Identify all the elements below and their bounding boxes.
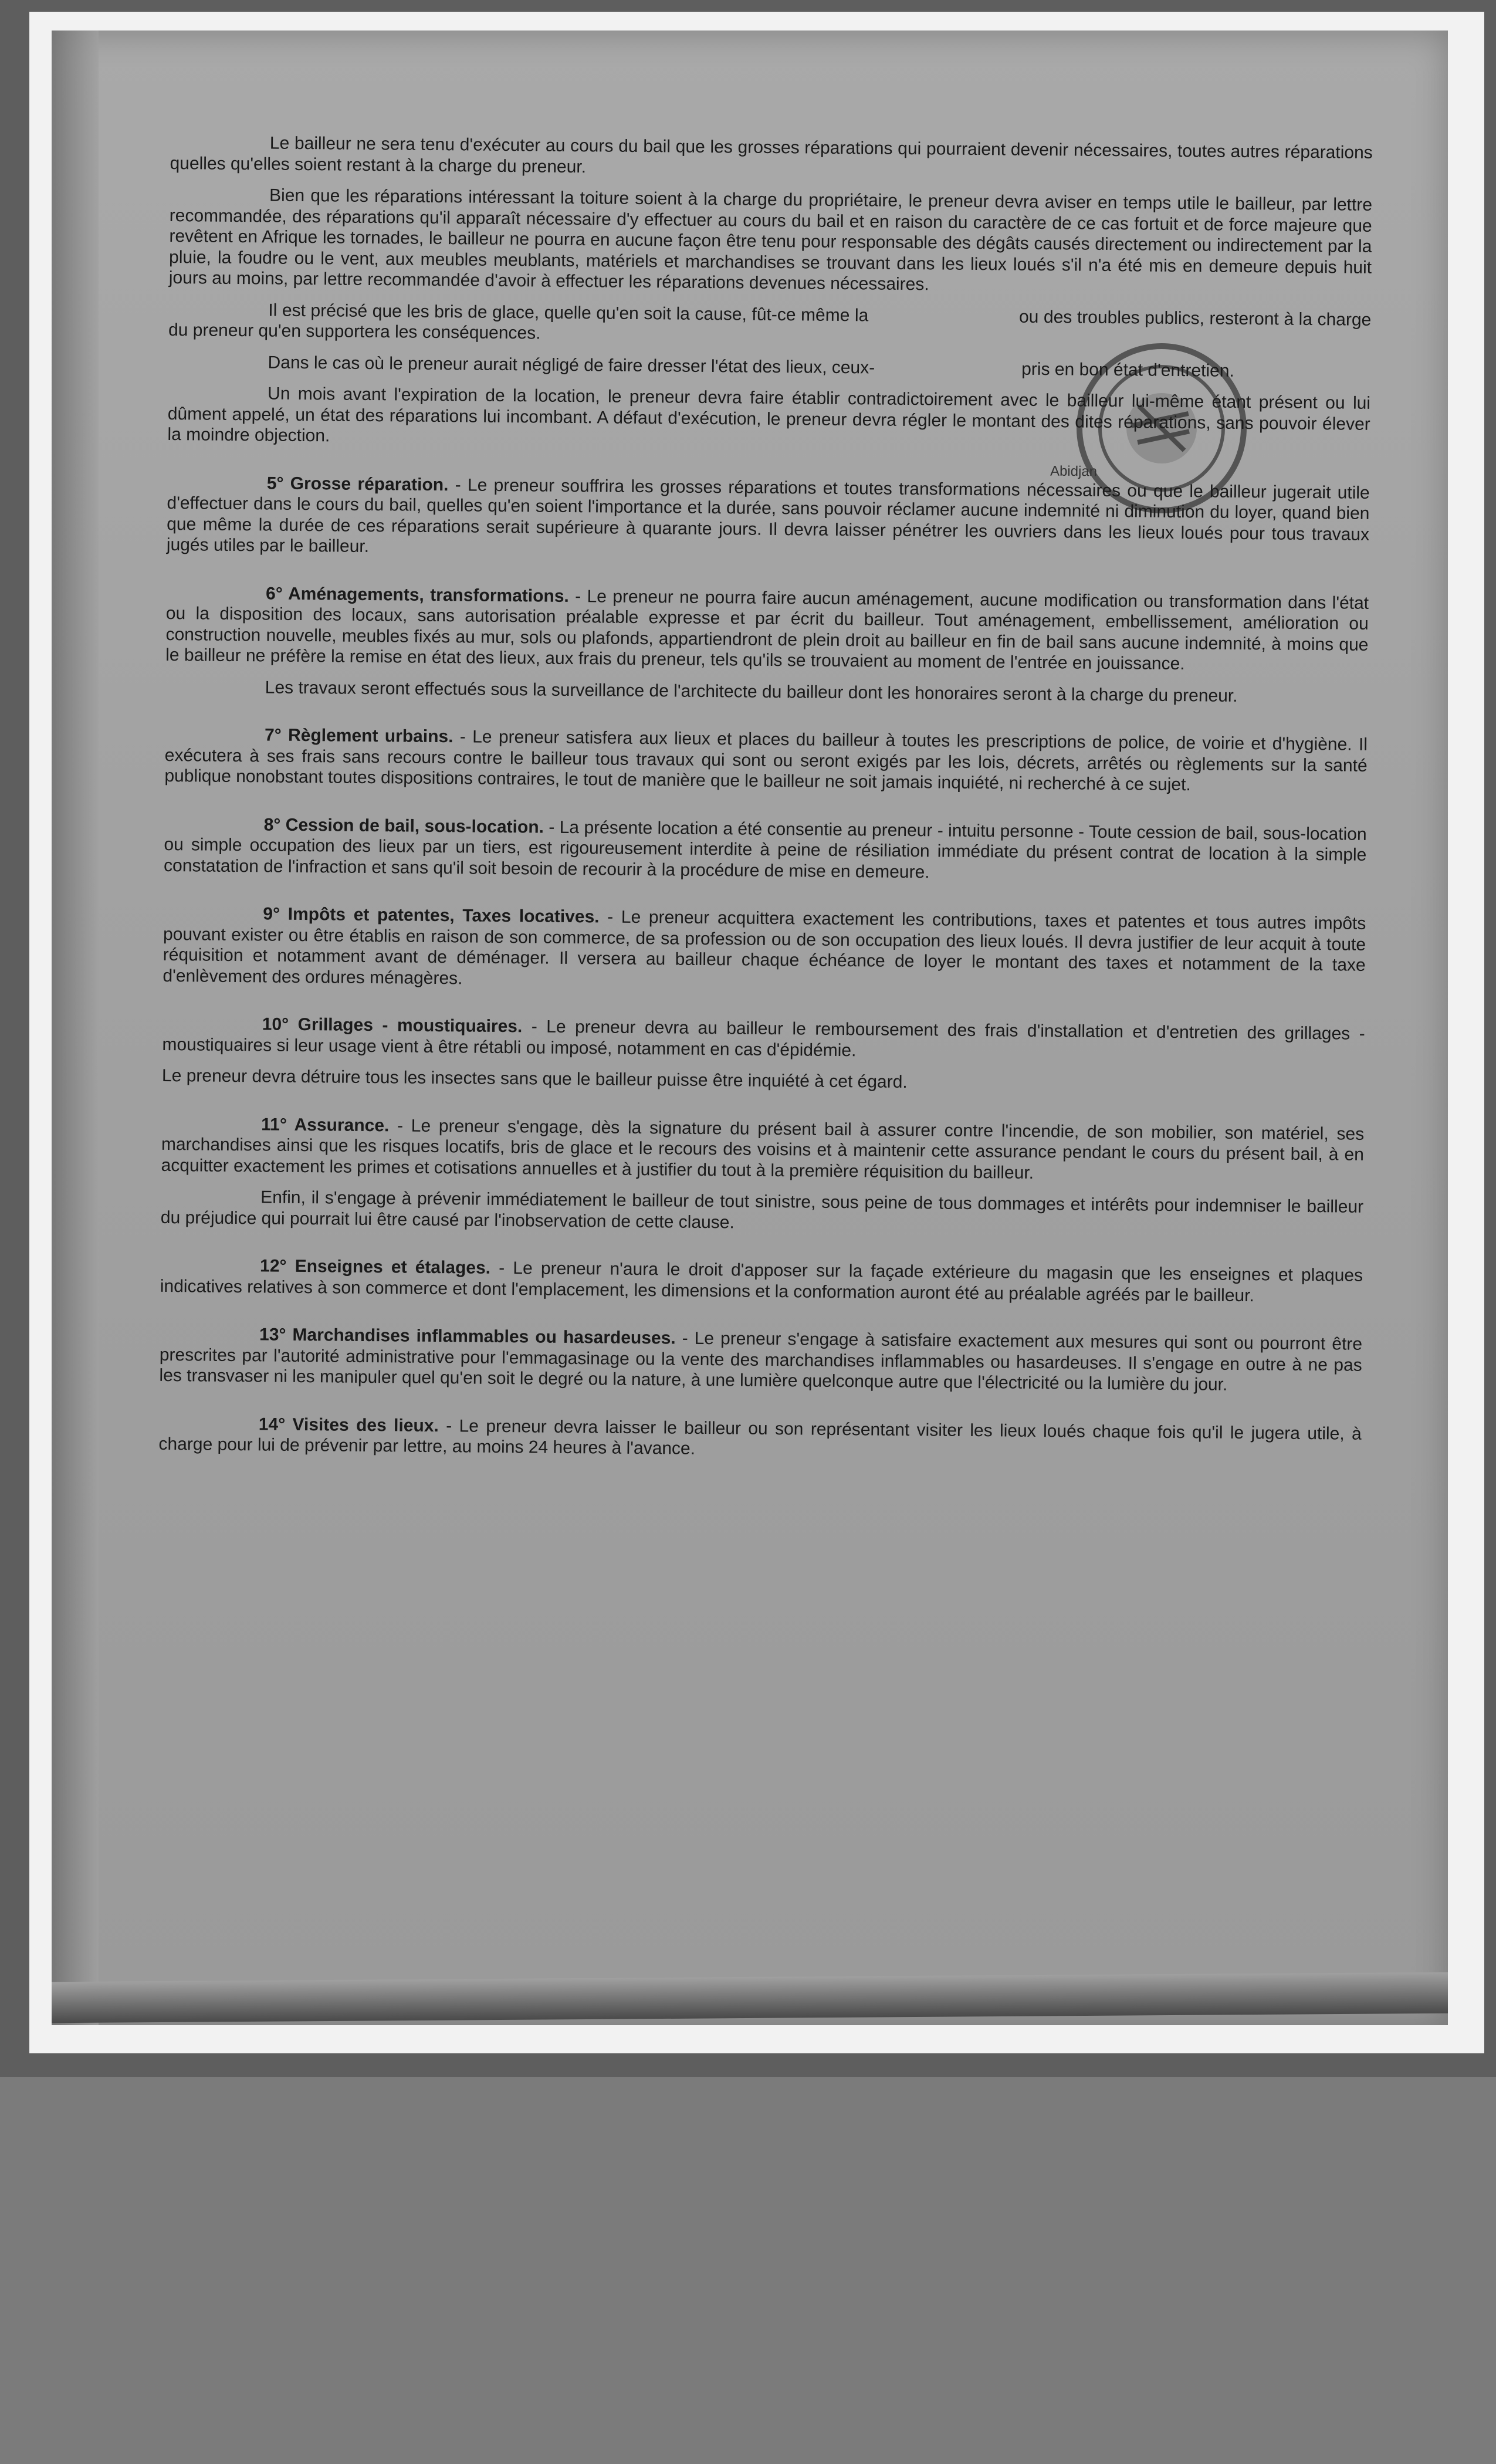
clause-6-amenagements	[165, 582, 1369, 676]
clause-heading: 10° Grillages - moustiquaires.	[262, 1014, 523, 1037]
paragraph-text: Dans le cas où le preneur aurait négligé de faire dresser l'état des lieux, ceux- pris en bon état d'entretien.	[268, 352, 1234, 381]
clause-text: - Le preneur devra au bailleur le remboursement des frais d'installation et d'entretien des grillages - moustiquaires si leur usage vient à être rétabli ou imposé, notamment en cas d'épidémie.	[162, 1017, 1365, 1060]
clause-heading: 9° Impôts et patentes, Taxes locatives.	[263, 904, 600, 927]
clause-11-assurance	[161, 1113, 1364, 1186]
paragraph-p8	[165, 676, 1368, 707]
paragraph-text: Bien que les réparations intéressant la toiture soient à la charge du propriétaire, le preneur devra aviser en temps utile le bailleur, par lettre recommandée, des réparations qu'il apparaît nécessaire d'y effectuer au cours du bail et en raison du caractère de ce cas fortuit et de force majeure que revêtent en Afrique les tornades, le bailleur ne pourra en aucune façon être tenu pour responsable des dégâts causés directement ou indirectement par la pluie, la foudre ou le vent, aux meubles meublants, matériels et marchandises se trouvant dans les lieux loués s'il n'a été mis en demeure depuis huit jours au moins, par lettre recommandée d'avoir à effectuer les réparations devenues nécessaires.	[168, 185, 1373, 295]
paragraph-text: Le bailleur ne sera tenu d'exécuter au cours du bail que les grosses réparations qui pourraient devenir nécessaires, toutes autres réparations quelles qu'elles soient restant à la charge du preneur.	[170, 133, 1373, 177]
clause-heading: 8° Cession de bail, sous-location.	[263, 814, 544, 837]
stamp-caption: Abidjan	[1050, 463, 1098, 480]
clause-heading: 6° Aménagements, transformations.	[265, 583, 570, 606]
clause-text: - La présente location a été consentie au preneur - intuitu personne - Toute cession de bail, sous-location ou simple occupation des lieux par un tiers, est rigoureusement interdite à peine de résiliation immédiate du présent contrat de location à la simple constatation de l'infraction et sans qu'il soit besoin de recourir à la procédure de mise en demeure.	[163, 817, 1367, 882]
paragraph-p5	[167, 383, 1370, 455]
paragraph-text: Un mois avant l'expiration de la location, le preneur devra faire établir contradictoirement avec le bailleur lui-même étant présent ou lui dûment appelé, un état des réparations lui incombant. A défaut d'exécution, le preneur devra régler le montant des dites réparations, sans pouvoir élever la moindre objection.	[167, 384, 1371, 446]
clause-heading: 14° Visites des lieux.	[258, 1414, 439, 1436]
clause-heading: 12° Enseignes et étalages.	[259, 1256, 491, 1278]
clause-text: - Le preneur n'aura le droit d'apposer sur la façade extérieure du magasin que les enseignes et plaques indicatives relatives à son commerce et dont l'emplacement, les dimensions et la conformation auront été au préalable agréés par le bailleur.	[160, 1258, 1363, 1305]
clause-heading: 7° Règlement urbains.	[264, 725, 453, 747]
clause-12-enseignes	[160, 1255, 1363, 1307]
paragraph-p4	[168, 351, 1370, 382]
clause-text: - Le preneur s'engage à satisfaire exactement aux mesures qui sont ou pourront être prescrites par l'autorité administrative pour l'emmagasinage ou la vente des marchandises inflammables ou hasardeuses. Il s'engage en outre à ne pas les transvaser ni les manipuler quel qu'en soit le degré ou la nature, à une lumière quelconque autre que l'électricité ou la lumière du jour.	[159, 1328, 1363, 1395]
clause-text: - Le preneur ne pourra faire aucun aménagement, aucune modification ou transformation dans l'état ou la disposition des locaux, sans autorisation préalable expresse et par écrit du bailleur. Tout aménagement, embellissement, amélioration ou construction nouvelle, meubles fixés au mur, sols ou plafonds, appartiendront de plein droit au bailleur en fin de bail sans aucune indemnité, à moins que le bailleur ne préfère la remise en état des lieux, aux frais du preneur, tels qu'ils se trouvaient au moment de l'entrée en jouissance.	[165, 586, 1369, 674]
clause-5-grosse-reparation	[167, 472, 1370, 566]
paragraph-text: Enfin, il s'engage à prévenir immédiatement le bailleur de tout sinistre, sous peine de tous dommages et intérêts pour indemniser le bailleur du préjudice qui pourrait lui être causé par l'inobservation de cette clause.	[160, 1187, 1364, 1232]
clause-13-marchandises	[159, 1324, 1362, 1396]
clause-7-reglement-urbains	[164, 724, 1368, 797]
clause-text: - Le preneur s'engage, dès la signature du présent bail à assurer contre l'incendie, de son mobilier, son matériel, ses marchandises ainsi que les risques locatifs, bris de glace et le recours des voisins et à maintenir cette assurance pendant le cours du présent bail, à en acquitter exactement les primes et cotisations annuelles et à justifier du tout à la première réquisition du bailleur.	[161, 1115, 1365, 1183]
paragraph-text: Il est précisé que les bris de glace, quelle qu'en soit la cause, fût-ce même la ou des troubles publics, resteront à la charge du preneur qu'en supportera les conséquences.	[168, 300, 1376, 343]
clause-14-visites	[158, 1413, 1362, 1465]
paragraph-p2	[169, 184, 1372, 299]
paragraph-p13	[162, 1065, 1365, 1096]
scanner-bottom-area	[0, 2077, 1496, 2464]
clause-heading: 13° Marchandises inflammables ou hasardeuses.	[259, 1325, 676, 1348]
clause-heading: 11° Assurance.	[261, 1114, 390, 1135]
clause-heading: 5° Grosse réparation.	[266, 473, 449, 495]
lease-text-body	[158, 132, 1376, 1475]
clause-text: - Le preneur satisfera aux lieux et places du bailleur à toutes les prescriptions de police, de voirie et d'hygiène. Il exécutera à ses frais sans recours contre le bailleur tous travaux qui sont ou seront exigés par les lois, décrets, arrêtés ou règlements sur la santé publique nonobstant toutes dispositions contraires, le tout de manière que le bailleur ne soit jamais inquiété, ni recherché à ce sujet.	[164, 727, 1368, 795]
clause-8-cession-de-bail	[164, 813, 1367, 886]
clause-text: - Le preneur acquittera exactement les contributions, taxes et patentes et tous autres impôts pouvant exister ou être établis en raison de son commerce, de sa profession ou de son occupation des lieux loués. Il devra justifier de leur acquit à toute réquisition et notamment avant de déménager. Il versera au bailleur chaque échéance de loyer le montant des taxes et notamment de la taxe d'enlèvement des ordures ménagères.	[163, 907, 1366, 988]
paragraph-text: Les travaux seront effectués sous la surveillance de l'architecte du bailleur dont les honoraires seront à la charge du preneur.	[265, 677, 1238, 706]
paragraph-p3	[168, 299, 1376, 351]
paragraph-p15	[161, 1186, 1364, 1238]
clause-9-impots-patentes	[163, 903, 1366, 997]
clause-10-grillages	[162, 1013, 1365, 1065]
page-shadow-edge	[52, 31, 99, 2025]
clause-text: - Le preneur devra laisser le bailleur ou son représentant visiter les lieux loués chaque fois qu'il le jugera utile, à charge pour lui de prévenir par lettre, au moins 24 heures à l'avance.	[158, 1416, 1362, 1458]
paragraph-text: Le preneur devra détruire tous les insectes sans que le bailleur puisse être inquiété à cet égard.	[161, 1065, 908, 1092]
clause-text: - Le preneur souffrira les grosses réparations et toutes transformations nécessaires ou que le bailleur jugerait utile d'effectuer dans le cours du bail, quelles qu'en soient l'importance et la durée, sans pouvoir réclamer aucune indemnité ni diminution du loyer, quand bien que même la durée de ces réparations serait supérieure à quarante jours. Il devra laisser pénétrer les ouvriers dans les lieux loués pour tous travaux jugés utiles par le bailleur.	[166, 475, 1370, 556]
